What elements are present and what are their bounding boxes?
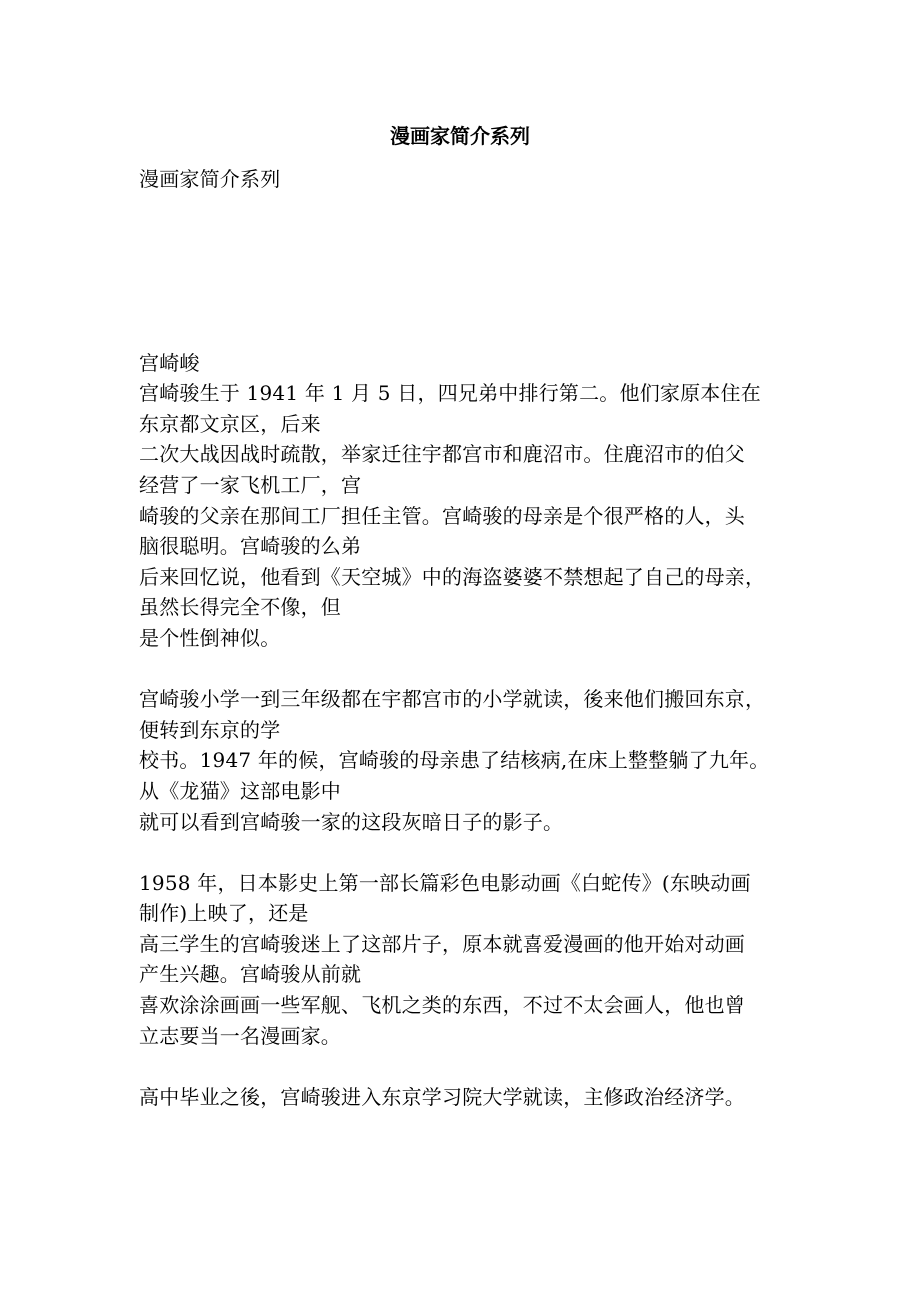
text-line: 产生兴趣。宫崎骏从前就	[139, 962, 362, 987]
text-line: 宫崎骏小学一到三年级都在宇都宫市的小学就读，後来他们搬回东京，	[139, 687, 766, 712]
text-line: 二次大战因战时疏散，举家迁往宇都宫市和鹿沼市。住鹿沼市的伯父	[139, 442, 745, 467]
document-title: 漫画家简介系列	[390, 124, 530, 148]
document-body	[139, 164, 789, 1112]
paragraph-4	[139, 1082, 789, 1113]
text-line: 宫崎骏生于 1941 年 1 月 5 日，四兄弟中排行第二。他们家原本住在	[139, 381, 761, 406]
text-line: 制作)上映了，还是	[139, 901, 309, 926]
text-line: 便转到东京的学	[139, 717, 281, 742]
text-line: 是个性倒神似。	[139, 625, 281, 650]
text-line: 脑很聪明。宫崎骏的么弟	[139, 534, 362, 559]
text-line: 高中毕业之後，宫崎骏进入东京学习院大学就读，主修政治经济学。	[139, 1084, 745, 1109]
text-line: 喜欢涂涂画画一些军舰、飞机之类的东西，不过不太会画人，他也曾	[139, 993, 745, 1018]
paragraph-1	[139, 378, 789, 653]
text-line: 立志要当一名漫画家。	[139, 1023, 341, 1048]
text-line: 后来回忆说，他看到《天空城》中的海盗婆婆不禁想起了自己的母亲，	[139, 564, 766, 589]
section-heading: 宫崎峻	[139, 350, 200, 375]
document-subtitle: 漫画家简介系列	[139, 167, 281, 191]
text-line: 经营了一家飞机工厂，宫	[139, 472, 362, 497]
text-line: 就可以看到宫崎骏一家的这段灰暗日子的影子。	[139, 809, 564, 834]
paragraph-gap	[139, 654, 789, 685]
paragraph-gap	[139, 837, 789, 868]
blank-space	[139, 195, 789, 348]
paragraph-gap	[139, 1051, 789, 1082]
text-line: 校书。1947 年的候，宫崎骏的母亲患了结核病,在床上整整躺了九年。	[139, 748, 770, 773]
text-line: 从《龙猫》这部电影中	[139, 778, 341, 803]
text-line: 虽然长得完全不像，但	[139, 595, 341, 620]
paragraph-3	[139, 868, 789, 1052]
text-line: 东京都文京区，后来	[139, 411, 321, 436]
text-line: 1958 年，日本影史上第一部长篇彩色电影动画《白蛇传》(东映动画	[139, 870, 751, 895]
text-line: 高三学生的宫崎骏迷上了这部片子，原本就喜爱漫画的他开始对动画	[139, 931, 745, 956]
text-line: 崎骏的父亲在那间工厂担任主管。宫崎骏的母亲是个很严格的人，头	[139, 503, 745, 528]
paragraph-2	[139, 684, 789, 837]
